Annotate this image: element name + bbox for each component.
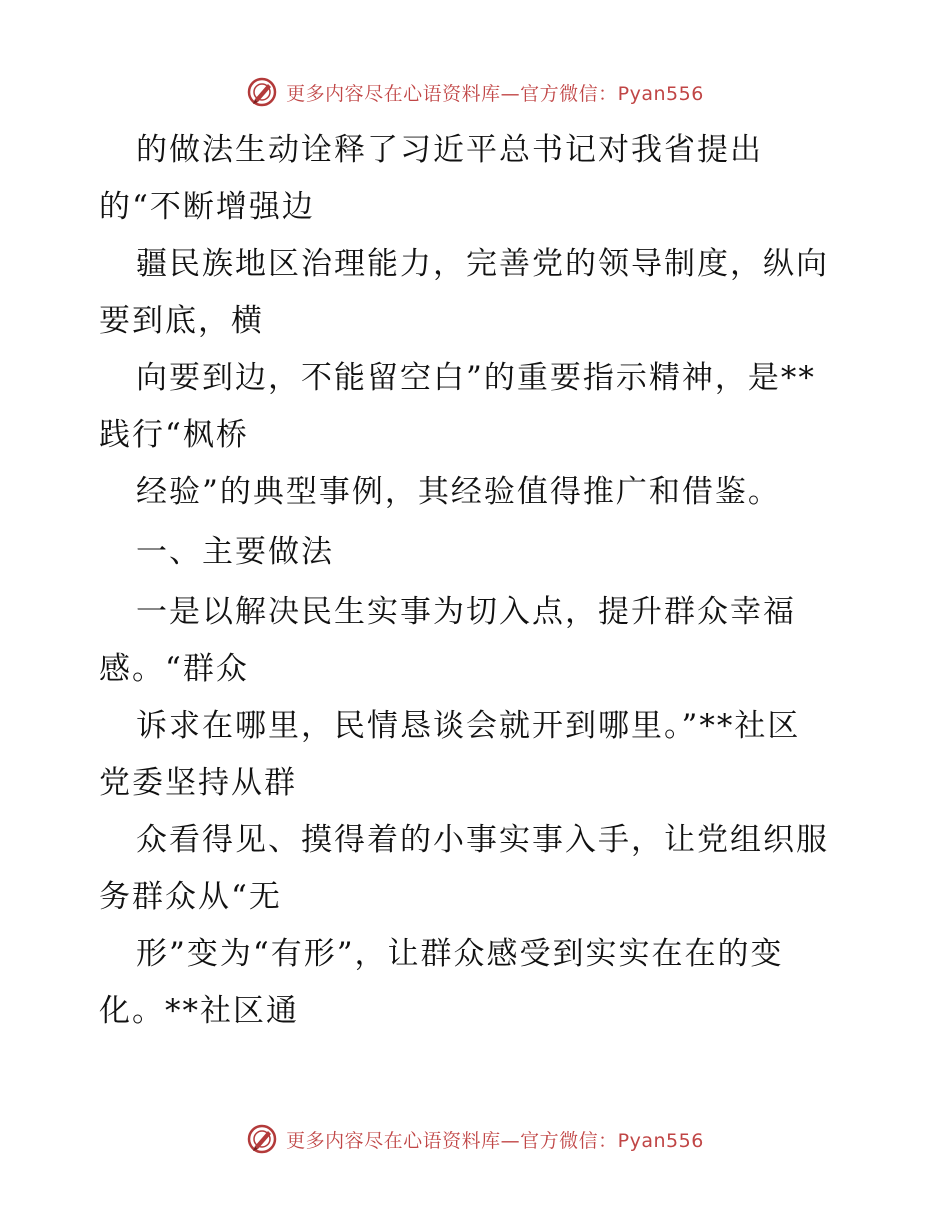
body-line: 众看得见、摸得着的小事实事入手，让党组织服 xyxy=(136,822,829,858)
body-line: 党委坚持从群 xyxy=(99,765,297,801)
body-line: 践行“枫桥 xyxy=(99,417,249,453)
watermark-text xyxy=(286,1126,704,1153)
footer-watermark xyxy=(0,1119,950,1159)
watermark-wechat-id: Pyan556 xyxy=(617,1129,704,1152)
body-line: 化。**社区通 xyxy=(99,993,299,1029)
stamp-logo-icon xyxy=(246,76,278,108)
watermark-wechat-id: Pyan556 xyxy=(617,82,704,105)
body-line: 诉求在哪里，民情恳谈会就开到哪里。”**社区 xyxy=(136,708,801,744)
body-line: 感。“群众 xyxy=(99,651,249,687)
stamp-logo-icon xyxy=(246,1123,278,1155)
watermark-text-cn: 更多内容尽在心语资料库—官方微信： xyxy=(286,1129,618,1152)
watermark-text-cn: 更多内容尽在心语资料库—官方微信： xyxy=(286,82,618,105)
body-line: 的做法生动诠释了习近平总书记对我省提出 xyxy=(136,132,763,168)
body-line: 的“不断增强边 xyxy=(99,189,315,225)
body-line: 形”变为“有形”，让群众感受到实实在在的变 xyxy=(136,936,784,972)
body-line: 疆民族地区治理能力，完善党的领导制度，纵向 xyxy=(136,246,829,282)
body-line: 经验”的典型事例，其经验值得推广和借鉴。 xyxy=(136,474,781,510)
body-line: 向要到边，不能留空白”的重要指示精神，是** xyxy=(136,360,816,396)
body-line: 务群众从“无 xyxy=(99,879,282,915)
header-watermark xyxy=(0,72,950,112)
body-line: 要到底，横 xyxy=(99,303,264,339)
body-line: 一是以解决民生实事为切入点，提升群众幸福 xyxy=(136,594,796,630)
watermark-text xyxy=(286,79,704,106)
section-heading: 一、主要做法 xyxy=(136,534,334,570)
